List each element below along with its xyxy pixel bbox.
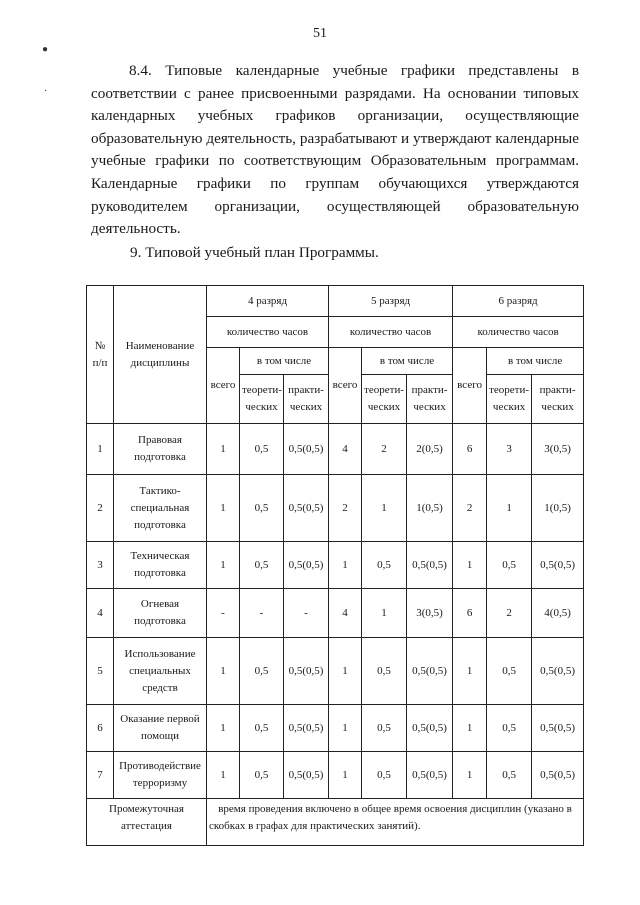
row-number: 6 [87,705,114,752]
table-cell: 0,5(0,5) [284,475,329,542]
curriculum-table [86,285,584,846]
table-cell: 4 [329,424,362,475]
table-cell: 0,5(0,5) [532,638,584,705]
table-cell: 1(0,5) [407,475,453,542]
discipline-name: Тактико-специальная подготовка [114,475,207,542]
header-including: в том числе [362,348,453,375]
table-cell: 0,5(0,5) [284,542,329,589]
table-row [87,752,584,799]
header-hours: количество часов [453,317,584,348]
table-cell: 0,5 [487,705,532,752]
table-cell: 0,5(0,5) [407,542,453,589]
header-practice: практи-ческих [284,375,329,424]
header-name: Наименование дисциплины [114,286,207,424]
table-cell: 0,5 [487,542,532,589]
footer-text: время проведения включено в общее время освоения дисциплин (указано в скобках в графах для практических занятий). [207,799,584,846]
table-cell: 1 [329,705,362,752]
header-num: № п/п [87,286,114,424]
table-cell: 3(0,5) [532,424,584,475]
discipline-name: Оказание первой помощи [114,705,207,752]
header-grade-5: 5 разряд [329,286,453,317]
discipline-name: Использование специальных средств [114,638,207,705]
paragraph-8-4: 8.4. Типовые календарные учебные графики представлены в соответствии с ранее присвоенными разрядами. На основании типовых календарных учебных графиков организации, осуществляющие образовательную деятельность, разрабатывают и утверждают календарные учебные графики по соответствующим Образовательным программам. Календарные графики по группам обучающихся утверждаются руководителем организации, осуществляющей образовательную деятельность. [91,62,579,238]
table-row [87,424,584,475]
table-cell: 0,5(0,5) [284,752,329,799]
table-row [87,542,584,589]
table-cell: 0,5 [487,752,532,799]
table-cell: 2 [329,475,362,542]
table-cell: 3 [487,424,532,475]
table-cell: 0,5(0,5) [284,638,329,705]
table-cell: 0,5 [487,638,532,705]
table-cell: 0,5 [362,542,407,589]
table-header-row [87,286,584,317]
table-cell: 0,5 [362,705,407,752]
table-cell: 0,5 [240,638,284,705]
header-theory: теорети-ческих [487,375,532,424]
table-cell: 0,5 [240,475,284,542]
scan-mark: · [44,86,48,97]
header-hours: количество часов [207,317,329,348]
table-cell: 1 [453,705,487,752]
table-cell: 1 [207,542,240,589]
header-grade-6: 6 разряд [453,286,584,317]
page-number: 51 [313,26,327,41]
row-number: 7 [87,752,114,799]
table-cell: 0,5(0,5) [407,752,453,799]
table-cell: 2 [362,424,407,475]
footer-label: Промежуточная аттестация [87,799,207,846]
table-cell: - [207,589,240,638]
table-cell: 1 [207,475,240,542]
table-cell: 6 [453,589,487,638]
table-cell: 3(0,5) [407,589,453,638]
table-cell: 2 [453,475,487,542]
row-number: 1 [87,424,114,475]
table-cell: 1 [487,475,532,542]
header-total: всего [207,348,240,424]
table-cell: 1 [362,589,407,638]
table-cell: 0,5 [362,752,407,799]
table-cell: 1 [207,638,240,705]
discipline-name: Правовая подготовка [114,424,207,475]
table-cell: 0,5(0,5) [284,424,329,475]
table-cell: 1 [207,705,240,752]
table-cell: 1 [453,542,487,589]
row-number: 3 [87,542,114,589]
header-including: в том числе [240,348,329,375]
table-footer-row [87,799,584,846]
table-cell: - [240,589,284,638]
header-including: в том числе [487,348,584,375]
scan-mark: ● [42,44,49,55]
header-practice: практи-ческих [407,375,453,424]
table-cell: 1 [362,475,407,542]
row-number: 5 [87,638,114,705]
table-cell: 2 [487,589,532,638]
table-row [87,638,584,705]
table-cell: 1(0,5) [532,475,584,542]
table-cell: 0,5 [240,542,284,589]
table-row [87,705,584,752]
table-cell: 0,5 [240,424,284,475]
table-cell: 1 [329,638,362,705]
table-cell: 1 [329,752,362,799]
header-hours: количество часов [329,317,453,348]
discipline-name: Техническая подготовка [114,542,207,589]
row-number: 4 [87,589,114,638]
table-cell: 0,5(0,5) [532,752,584,799]
table-cell: 0,5 [240,705,284,752]
table-cell: 1 [329,542,362,589]
row-number: 2 [87,475,114,542]
table-cell: - [284,589,329,638]
table-cell: 1 [207,752,240,799]
table-cell: 0,5(0,5) [532,705,584,752]
header-grade-4: 4 разряд [207,286,329,317]
table-cell: 1 [453,638,487,705]
discipline-name: Противодействие терроризму [114,752,207,799]
header-theory: теорети-ческих [240,375,284,424]
header-practice: практи-ческих [532,375,584,424]
discipline-name: Огневая подготовка [114,589,207,638]
table-cell: 6 [453,424,487,475]
table-cell: 0,5(0,5) [407,705,453,752]
table-cell: 4 [329,589,362,638]
table-cell: 0,5 [362,638,407,705]
table-row [87,475,584,542]
section-heading-9: 9. Типовой учебный план Программы. [130,244,379,261]
table-cell: 0,5(0,5) [532,542,584,589]
table-row [87,589,584,638]
table-cell: 2(0,5) [407,424,453,475]
table-cell: 4(0,5) [532,589,584,638]
table-cell: 1 [207,424,240,475]
table-cell: 0,5 [240,752,284,799]
header-total: всего [453,348,487,424]
header-theory: теорети-ческих [362,375,407,424]
table-cell: 1 [453,752,487,799]
table-cell: 0,5(0,5) [407,638,453,705]
table-cell: 0,5(0,5) [284,705,329,752]
header-total: всего [329,348,362,424]
